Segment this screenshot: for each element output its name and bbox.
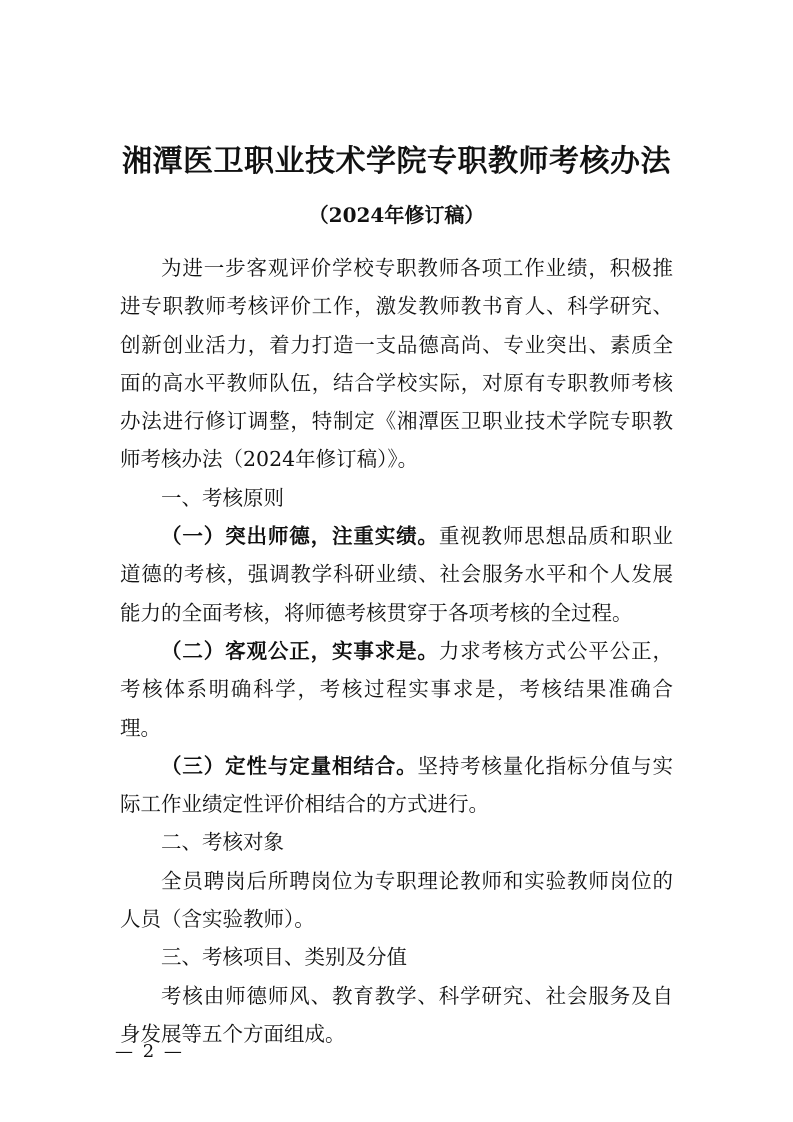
- principle-1-lead: （一）突出师德，注重实绩。: [161, 524, 439, 549]
- intro-paragraph: 为进一步客观评价学校专职教师各项工作业绩，积极推进专职教师考核评价工作，激发教师教书育人、科学研究、创新创业活力，着力打造一支品德高尚、专业突出、素质全面的高水平教师队伍，结合学校实际，对原有专职教师考核办法进行修订调整，特制定《湘潭医卫职业技术学院专职教师考核办法（2024年修订稿）》。: [120, 256, 673, 472]
- section-1-heading: 一、考核原则: [161, 485, 284, 510]
- principle-3-paragraph: [120, 747, 673, 824]
- principle-3-lead: （三）定性与定量相结合。: [161, 753, 418, 778]
- document-body: [120, 249, 673, 1053]
- section-3-paragraph: 考核由师德师风、教育教学、科学研究、社会服务及自身发展等五个方面组成。: [120, 983, 673, 1046]
- page-number: — 2 —: [115, 1041, 184, 1062]
- principle-3-text: 坚持考核量化指标分值与实际工作业绩定性评价相结合的方式进行。: [120, 753, 674, 817]
- principle-2-paragraph: [120, 632, 673, 747]
- section-3-heading: 三、考核项目、类别及分值: [161, 945, 407, 970]
- principle-2-text: 力求考核方式公平公正，考核体系明确科学，考核过程实事求是，考核结果准确合理。: [120, 638, 674, 740]
- principle-1-text: 重视教师思想品质和职业道德的考核，强调教学科研业绩、社会服务水平和个人发展能力的全面考核，将师德考核贯穿于各项考核的全过程。: [120, 524, 674, 625]
- section-2-heading: 二、考核对象: [161, 830, 284, 855]
- principle-1-paragraph: [120, 517, 673, 632]
- document-subtitle: （2024年修订稿）: [308, 203, 485, 227]
- section-2-paragraph: 全员聘岗后所聘岗位为专职理论教师和实验教师岗位的人员（含实验教师）。: [120, 868, 673, 932]
- principle-2-lead: （二）客观公正，实事求是。: [161, 638, 439, 663]
- document-title: 湘潭医卫职业技术学院专职教师考核办法: [122, 144, 671, 179]
